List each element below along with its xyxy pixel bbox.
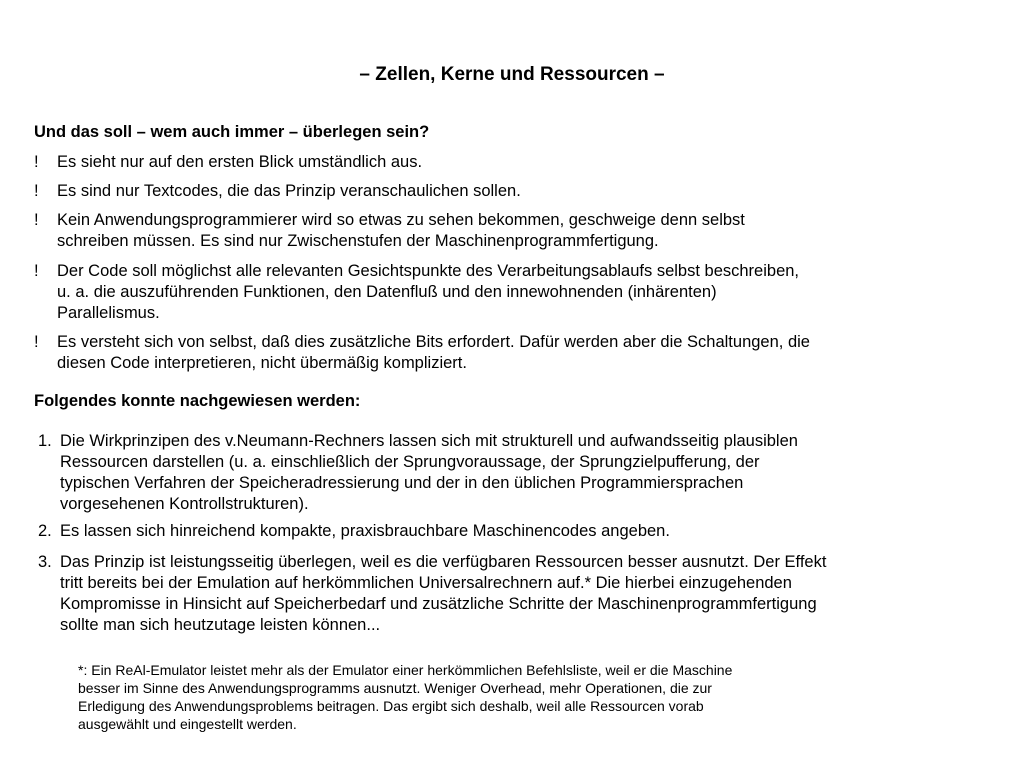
numbered-item bbox=[38, 431, 998, 515]
bullet-line: Kein Anwendungsprogrammierer wird so etwas zu sehen bekommen, geschweige denn selbst bbox=[57, 211, 745, 229]
bullet-line: Es sind nur Textcodes, die das Prinzip veranschaulichen sollen. bbox=[57, 182, 521, 200]
bullet-item bbox=[34, 152, 984, 173]
bullet-line: Der Code soll möglichst alle relevanten Gesichtspunkte des Verarbeitungsablaufs selbst beschreiben, bbox=[57, 262, 800, 280]
footnote-line: Erledigung des Anwendungsproblems beitragen. Das ergibt sich deshalb, weil alle Ressourcen vorab bbox=[78, 698, 704, 714]
bullet-item bbox=[34, 261, 984, 324]
numbered-item bbox=[38, 552, 998, 636]
footnote-line: besser im Sinne des Anwendungsprogramms ausnutzt. Weniger Overhead, mehr Operationen, die zur bbox=[78, 680, 712, 696]
numbered-line: Es lassen sich hinreichend kompakte, praxisbrauchbare Maschinencodes angeben. bbox=[60, 522, 670, 540]
bullet-mark: ! bbox=[34, 211, 39, 229]
bullet-mark: ! bbox=[34, 262, 39, 280]
numbered-line: Das Prinzip ist leistungsseitig überlegen, weil es die verfügbaren Ressourcen besser ausnutzt. Der Effekt bbox=[60, 553, 827, 571]
bullet-item bbox=[34, 181, 984, 202]
numbered-line: Kompromisse in Hinsicht auf Speicherbedarf und zusätzliche Schritte der Maschinenprogrammfertigung bbox=[60, 595, 817, 613]
bullet-mark: ! bbox=[34, 333, 39, 351]
bullet-line: u. a. die auszuführenden Funktionen, den Datenfluß und den innewohnenden (inhärenten) bbox=[57, 283, 717, 301]
bullet-mark: ! bbox=[34, 182, 39, 200]
item-number: 3. bbox=[38, 553, 52, 571]
footnote-line: ausgewählt und eingestellt werden. bbox=[78, 716, 297, 732]
item-number: 2. bbox=[38, 522, 52, 540]
numbered-line: Die Wirkprinzipen des v.Neumann-Rechners lassen sich mit strukturell und aufwandsseitig plausiblen bbox=[60, 432, 798, 450]
bullet-line: schreiben müssen. Es sind nur Zwischenstufen der Maschinenprogrammfertigung. bbox=[57, 232, 659, 250]
page-title: – Zellen, Kerne und Ressourcen – bbox=[359, 64, 665, 85]
item-number: 1. bbox=[38, 432, 52, 450]
bullet-mark: ! bbox=[34, 153, 39, 171]
numbered-line: typischen Verfahren der Speicheradressierung und der in den üblichen Programmiersprachen bbox=[60, 474, 744, 492]
numbered-line: Ressourcen darstellen (u. a. einschließlich der Sprungvoraussage, der Sprungzielpufferung, der bbox=[60, 453, 760, 471]
footnote bbox=[78, 661, 938, 733]
bullet-item bbox=[34, 210, 984, 252]
bullet-line: Es sieht nur auf den ersten Blick umständlich aus. bbox=[57, 153, 423, 171]
bullet-line: diesen Code interpretieren, nicht übermäßig kompliziert. bbox=[57, 354, 467, 372]
footnote-line: *: Ein ReAl-Emulator leistet mehr als der Emulator einer herkömmlichen Befehlsliste, weil er die Maschine bbox=[78, 662, 733, 678]
numbered-item bbox=[38, 521, 998, 542]
bullet-line: Es versteht sich von selbst, daß dies zusätzliche Bits erfordert. Dafür werden aber die Schaltungen, die bbox=[57, 333, 810, 351]
numbered-line: sollte man sich heutzutage leisten können... bbox=[60, 616, 381, 634]
bullet-line: Parallelismus. bbox=[57, 304, 160, 322]
section-heading-advantages: Und das soll – wem auch immer – überlegen sein? bbox=[34, 123, 430, 141]
section-heading-results: Folgendes konnte nachgewiesen werden: bbox=[34, 392, 361, 410]
numbered-line: tritt bereits bei der Emulation auf herkömmlichen Universalrechnern auf.* Die hierbei einzugehenden bbox=[60, 574, 792, 592]
bullet-item bbox=[34, 332, 984, 374]
numbered-line: vorgesehenen Kontrollstrukturen). bbox=[60, 495, 309, 513]
